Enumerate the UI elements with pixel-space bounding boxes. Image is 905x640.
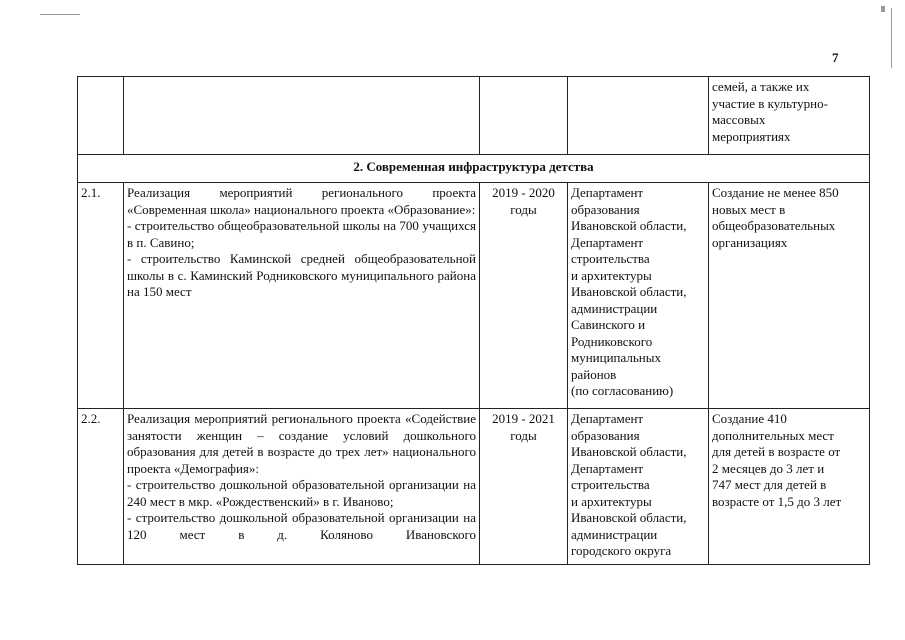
responsible-line: и архитектуры (571, 493, 652, 509)
result-line: дополнительных мест (712, 427, 834, 443)
responsible-line: и архитектуры (571, 267, 652, 283)
period-line: 2019 - 2020 (492, 185, 555, 200)
result-line: общеобразовательных (712, 218, 836, 233)
responsible-line: (по согласованию) (571, 383, 674, 398)
row-result (709, 409, 870, 565)
responsible-line: муниципальных (571, 350, 662, 365)
result-line: 2 месяцев до 3 лет и (712, 460, 825, 476)
result-line: массовых (712, 112, 766, 127)
result-line: мероприятиях (712, 128, 791, 144)
responsible-line: Ивановской области, (571, 218, 687, 233)
result-line: участие в культурно- (712, 95, 828, 111)
responsible-line: Ивановской области, (571, 284, 687, 299)
responsible-line: строительства (571, 477, 650, 492)
responsible-line: администрации (571, 526, 658, 542)
row-period (480, 409, 568, 565)
cell-number (78, 77, 124, 155)
responsible-line: Департамент (571, 185, 644, 200)
row-responsible (568, 409, 709, 565)
responsible-line: образования (571, 427, 640, 443)
cell-period (480, 77, 568, 155)
scan-mark-right-tick (881, 6, 885, 12)
section-title: 2. Современная инфраструктура детства (78, 155, 870, 183)
table-row (78, 409, 870, 565)
row-description (124, 409, 480, 565)
row-responsible (568, 183, 709, 409)
responsible-line: Департамент (571, 460, 644, 476)
responsible-line: Ивановской области, (571, 510, 687, 525)
period-line: годы (510, 427, 537, 443)
row-description (124, 183, 480, 409)
responsible-line: Родниковского (571, 333, 653, 349)
result-line: для детей в возрасте от (712, 444, 841, 459)
period-line: годы (510, 201, 537, 217)
row-result (709, 183, 870, 409)
description-paragraph: - строительство дошкольной образовательной организации на 240 мест в мкр. «Рождественский» в г. Иваново; (127, 477, 476, 509)
description-paragraph: - строительство общеобразовательной школы на 700 учащихся в п. Савино; (127, 218, 476, 250)
scan-mark-top-left (40, 14, 80, 15)
result-line: организациях (712, 234, 788, 250)
result-line: Создание 410 (712, 411, 787, 426)
responsible-line: Департамент (571, 234, 644, 250)
responsible-line: Савинского и (571, 317, 646, 332)
responsible-line: Департамент (571, 411, 644, 426)
row-number: 2.2. (78, 409, 124, 565)
responsible-line: образования (571, 201, 640, 217)
responsible-line: районов (571, 366, 617, 382)
description-paragraph: - строительство дошкольной образовательной организации на 120 мест в д. Коляново Ивановского (127, 510, 476, 542)
period-line: 2019 - 2021 (492, 411, 555, 426)
cell-description (124, 77, 480, 155)
cell-result (709, 77, 870, 155)
scan-mark-right-edge (891, 8, 892, 68)
page-number: 7 (832, 50, 839, 65)
row-period (480, 183, 568, 409)
result-line: новых мест в (712, 201, 786, 217)
table-row-continuation (78, 77, 870, 155)
table-row (78, 183, 870, 409)
row-number: 2.1. (78, 183, 124, 409)
responsible-line: строительства (571, 251, 650, 266)
result-line: Создание не менее 850 (712, 185, 839, 200)
plan-table (77, 76, 870, 565)
description-paragraph: Реализация мероприятий регионального проекта «Содействие занятости женщин – создание условий дошкольного образования для детей в возрасте до трех лет» национального проекта «Демография»: (127, 411, 476, 476)
result-line: 747 мест для детей в (712, 477, 827, 492)
description-paragraph: - строительство Каминской средней общеобразовательной школы в с. Каминский Родниковского муниципального района на 150 мест (127, 251, 476, 299)
cell-responsible (568, 77, 709, 155)
result-line: семей, а также их (712, 79, 810, 94)
responsible-line: городского округа (571, 543, 672, 558)
responsible-line: Ивановской области, (571, 444, 687, 459)
result-line: возрасте от 1,5 до 3 лет (712, 493, 842, 509)
responsible-line: администрации (571, 300, 658, 316)
description-paragraph: Реализация мероприятий регионального проекта «Современная школа» национального проекта «Образование»: (127, 185, 476, 217)
section-header-row (78, 155, 870, 183)
